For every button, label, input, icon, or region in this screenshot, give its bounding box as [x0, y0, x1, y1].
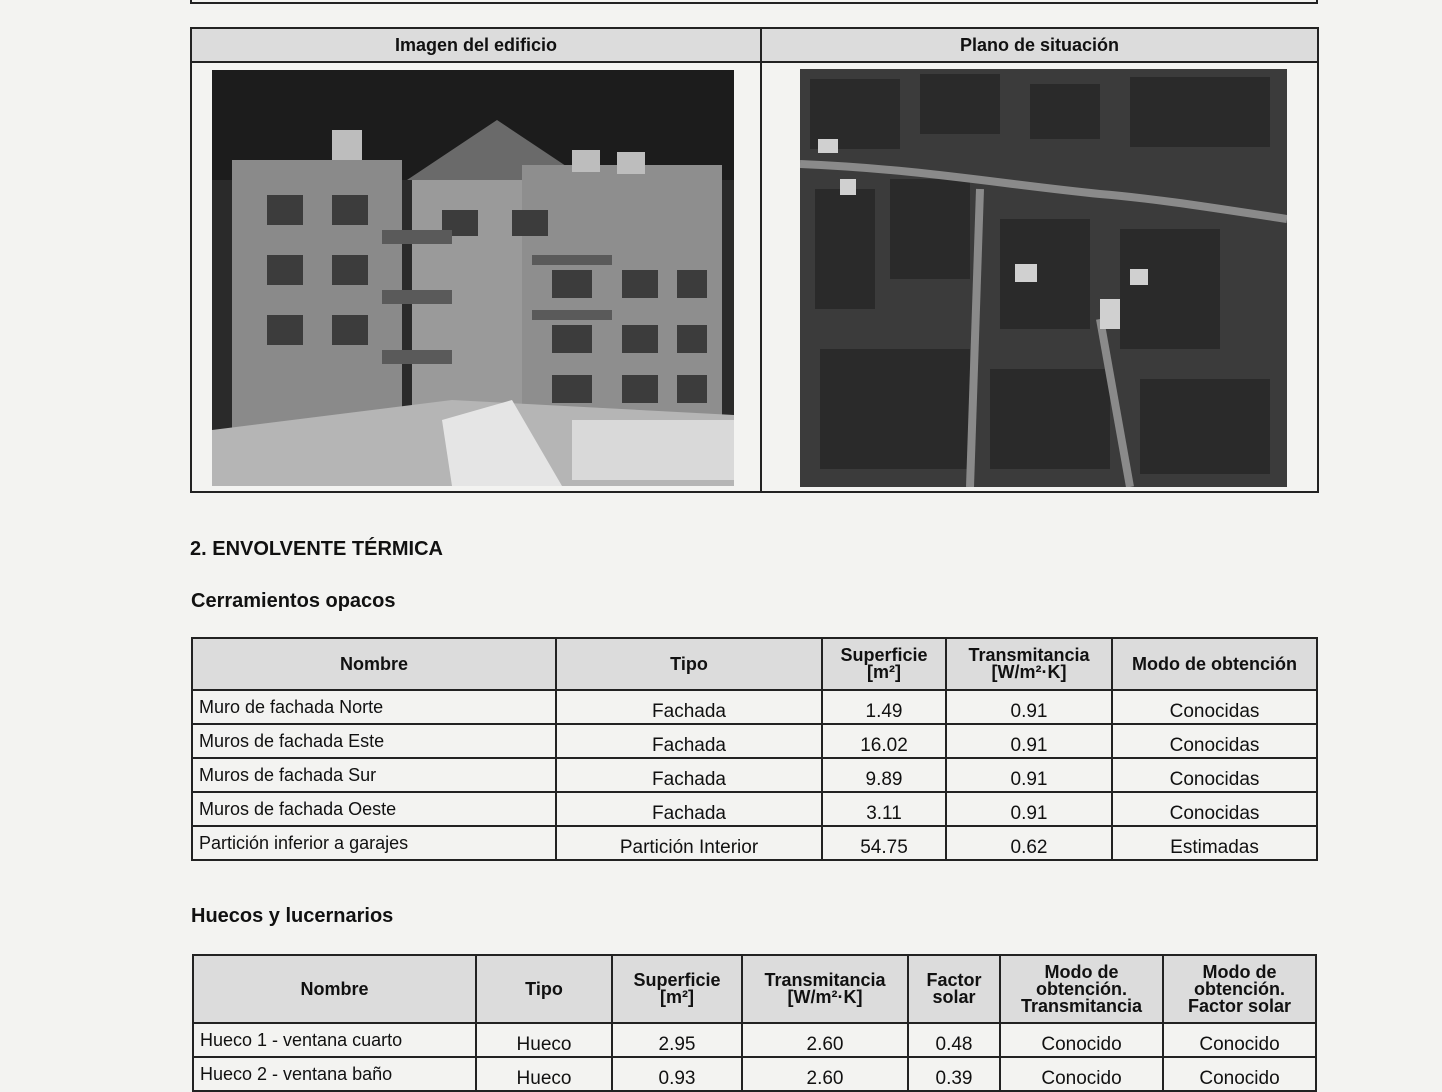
cell-surface: 1.49: [822, 690, 946, 724]
cell-transmittance: 2.60: [742, 1023, 908, 1057]
col-header-surface: Superficie [m²]: [612, 955, 742, 1023]
cell-method: Conocidas: [1112, 792, 1317, 826]
cell-type: Hueco: [476, 1057, 612, 1091]
col-header-transmittance: Transmitancia [W/m²·K]: [946, 638, 1112, 690]
table-row: [193, 1023, 1316, 1057]
cell-type: Hueco: [476, 1023, 612, 1057]
cell-method: Conocidas: [1112, 724, 1317, 758]
cell-transmittance: 0.91: [946, 724, 1112, 758]
cell-type: Partición Interior: [556, 826, 822, 860]
cell-name: Muros de fachada Sur: [192, 758, 556, 792]
col-header-method-transmittance: Modo de obtención. Transmitancia: [1000, 955, 1163, 1023]
cell-method-solar-factor: Conocido: [1163, 1057, 1316, 1091]
col-header-solar-factor: Factor solar: [908, 955, 1000, 1023]
table-row: [192, 724, 1317, 758]
cell-name: Muros de fachada Oeste: [192, 792, 556, 826]
opaque-enclosures-title: Cerramientos opacos: [191, 590, 396, 612]
cell-method: Conocidas: [1112, 758, 1317, 792]
cell-name: Muros de fachada Este: [192, 724, 556, 758]
cell-name: Hueco 2 - ventana baño: [193, 1057, 476, 1091]
openings-table: [192, 954, 1317, 1092]
cell-solar-factor: 0.39: [908, 1057, 1000, 1091]
cell-transmittance: 0.91: [946, 690, 1112, 724]
top-table-edge: [190, 0, 1318, 4]
cell-transmittance: 0.91: [946, 758, 1112, 792]
cell-surface: 16.02: [822, 724, 946, 758]
table-row: [192, 826, 1317, 860]
cell-method: Estimadas: [1112, 826, 1317, 860]
col-header-method-solar-factor: Modo de obtención. Factor solar: [1163, 955, 1316, 1023]
opaque-enclosures-table: [191, 637, 1318, 861]
cell-solar-factor: 0.48: [908, 1023, 1000, 1057]
cell-type: Fachada: [556, 690, 822, 724]
building-image-header: Imagen del edificio: [191, 28, 761, 62]
building-photo: [212, 70, 734, 486]
col-header-transmittance: Transmitancia [W/m²·K]: [742, 955, 908, 1023]
col-header-name: Nombre: [193, 955, 476, 1023]
cell-transmittance: 0.91: [946, 792, 1112, 826]
cell-method-solar-factor: Conocido: [1163, 1023, 1316, 1057]
cell-method-transmittance: Conocido: [1000, 1023, 1163, 1057]
cell-surface: 9.89: [822, 758, 946, 792]
cell-type: Fachada: [556, 792, 822, 826]
cell-surface: 54.75: [822, 826, 946, 860]
section-title-thermal-envelope: 2. ENVOLVENTE TÉRMICA: [190, 538, 443, 560]
cell-method: Conocidas: [1112, 690, 1317, 724]
cell-transmittance: 2.60: [742, 1057, 908, 1091]
building-image-cell: [191, 62, 761, 492]
building-images-table: [190, 27, 1319, 493]
table-row: [192, 758, 1317, 792]
col-header-type: Tipo: [556, 638, 822, 690]
table-row: [193, 1057, 1316, 1091]
col-header-name: Nombre: [192, 638, 556, 690]
col-header-surface: Superficie [m²]: [822, 638, 946, 690]
openings-skylights-title: Huecos y lucernarios: [191, 905, 394, 927]
cell-name: Partición inferior a garajes: [192, 826, 556, 860]
cell-surface: 2.95: [612, 1023, 742, 1057]
cell-type: Fachada: [556, 758, 822, 792]
cell-surface: 3.11: [822, 792, 946, 826]
cell-type: Fachada: [556, 724, 822, 758]
cell-name: Muro de fachada Norte: [192, 690, 556, 724]
site-plan-header: Plano de situación: [761, 28, 1318, 62]
cell-surface: 0.93: [612, 1057, 742, 1091]
table-row: [192, 792, 1317, 826]
site-plan-cell: [761, 62, 1318, 492]
cell-method-transmittance: Conocido: [1000, 1057, 1163, 1091]
cell-name: Hueco 1 - ventana cuarto: [193, 1023, 476, 1057]
cell-transmittance: 0.62: [946, 826, 1112, 860]
col-header-type: Tipo: [476, 955, 612, 1023]
col-header-method: Modo de obtención: [1112, 638, 1317, 690]
site-aerial-map: [800, 69, 1287, 487]
table-row: [192, 690, 1317, 724]
